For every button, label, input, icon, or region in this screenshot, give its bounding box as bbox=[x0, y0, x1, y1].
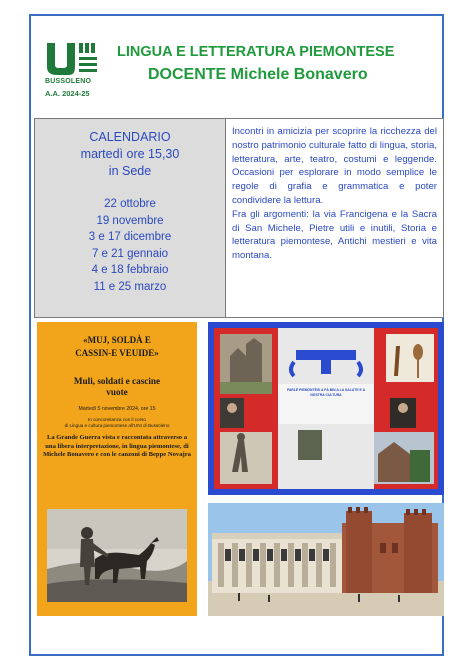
poster-subtitle: Muli, soldati e cascine bbox=[73, 376, 161, 386]
date-list bbox=[35, 196, 225, 295]
poster-title-line: «MUJ, SOLDÀ E bbox=[83, 335, 151, 345]
poster-title-line: CASSIN-E VEUIDE» bbox=[75, 348, 159, 358]
poster-body: La Grande Guerra vista e raccontata attraverso a una libera interpretazione, in lingua piemontese, di Michele Bonavero e con le canzoni di Beppe Novajra bbox=[43, 434, 191, 459]
soldier-mule-photo bbox=[47, 509, 187, 602]
poster-collab-line: In concomitanza con il corso bbox=[88, 417, 146, 422]
date-item: 3 e 17 dicembre bbox=[88, 231, 172, 243]
poster-collab-line: di Lingua e cultura piemontese all'UNI di Bussoleno bbox=[64, 423, 170, 428]
uni-logo bbox=[45, 41, 103, 105]
uni-logo-icon bbox=[45, 41, 101, 77]
palazzo-madama-photo bbox=[208, 503, 444, 616]
course-title: LINGUA E LETTERATURA PIEMONTESE bbox=[117, 44, 395, 60]
calendar-heading: CALENDARIO bbox=[89, 130, 171, 144]
description-intro: Incontri in amicizia per scoprire la ricchezza del nostro patrimonio culturale fatto di lingua, storia, letteratura, arte, teatro, costumi e leggende. Occasioni per esplorare in modo semplice le regole di grafia e grammatica e poter condividere la lettura. bbox=[232, 126, 437, 206]
logo-name: BUSSOLENO bbox=[45, 78, 92, 85]
date-item: 19 novembre bbox=[96, 214, 164, 227]
calendar-schedule: martedì ore 15,30 bbox=[80, 147, 180, 161]
collage-motto: PARLÉ PIEMONTÈIS A PÀ BIN A LA SALUTE E A NÒSTRA CULTURA bbox=[286, 388, 366, 398]
calendar-location: in Sede bbox=[108, 164, 152, 178]
description-topics: Fra gli argomenti: la via Francigena e la Sacra di San Michele, Pietre utili e inutili, Storia e letteratura piemontese, Antichi mestieri e vita montana. bbox=[232, 208, 437, 262]
poster-date: Martedì 5 novembre 2024, ore 15 bbox=[78, 406, 156, 412]
poster-subtitle: vuote bbox=[106, 387, 128, 397]
date-item: 7 e 21 gennaio bbox=[91, 247, 169, 260]
description-cell bbox=[226, 118, 444, 318]
date-item: 11 e 25 marzo bbox=[93, 280, 167, 293]
culture-collage bbox=[208, 322, 444, 495]
event-poster bbox=[37, 322, 197, 616]
calendar-table bbox=[34, 118, 444, 318]
date-item: 4 e 18 febbraio bbox=[91, 264, 169, 276]
date-item: 22 ottobre bbox=[104, 198, 156, 210]
collage-artwork bbox=[208, 322, 444, 495]
academic-year: A.A. 2024-25 bbox=[45, 89, 90, 98]
poster-collaboration bbox=[45, 417, 189, 429]
teacher-name: DOCENTE Michele Bonavero bbox=[148, 66, 368, 83]
calendar-cell bbox=[34, 118, 226, 318]
